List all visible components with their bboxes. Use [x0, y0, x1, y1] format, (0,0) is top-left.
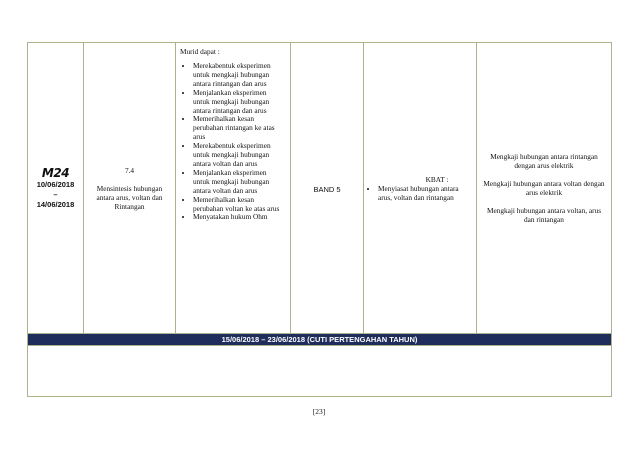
band-cell	[291, 43, 364, 334]
page-number: [23]	[312, 407, 326, 416]
week-label: M24	[41, 166, 70, 180]
list-item: • Menyiasat hubungan antara arus, voltan dan rintangan	[378, 184, 472, 202]
band-label: BAND 5	[313, 185, 341, 194]
learning-standard-cell	[84, 43, 176, 334]
standard-title: Mensintesis hubungan antara arus, voltan dan Rintangan	[96, 183, 163, 211]
holiday-banner: 15/06/2018 – 23/06/2018 (CUTI PERTENGAHAN TAHUN)	[28, 334, 612, 346]
activities-cell	[477, 43, 612, 334]
standard-number: 7.4	[124, 165, 135, 175]
list-item: • Menyatakan hukum Ohm	[193, 213, 284, 222]
scheme-of-work-table	[27, 42, 612, 397]
date-start: 10/06/2018	[36, 180, 75, 189]
kbat-list	[364, 184, 476, 202]
list-item: • Merekabentuk eksperimen untuk mengkaji hubungan antara voltan dan arus	[193, 142, 284, 169]
date-separator: –	[53, 190, 58, 199]
objectives-cell	[176, 43, 291, 334]
kbat-title: KBAT :	[425, 174, 449, 184]
list-item: • Memerihalkan kesan perubahan voltan ke atas arus	[193, 196, 284, 214]
empty-row	[28, 346, 612, 397]
list-item: • Memerihalkan kesan perubahan rintangan ke atas arus	[193, 115, 284, 142]
activity-text: Mengkaji hubungan antara voltan, arus dan rintangan	[486, 206, 602, 224]
kbat-cell	[364, 43, 477, 334]
objectives-heading: Murid dapat :	[180, 47, 220, 56]
empty-cell	[28, 346, 612, 397]
activity-text: Mengkaji hubungan antara voltan dengan arus elektrik	[483, 179, 605, 197]
week-cell	[28, 43, 84, 334]
list-item: • Menjalankan eksperimen untuk mengkaji hubungan antara voltan dan arus	[193, 169, 284, 196]
activity-text: Mengkaji hubungan antara rintangan dengan arus elektrik	[490, 152, 598, 170]
holiday-row	[28, 334, 612, 346]
objectives-list	[176, 62, 290, 222]
table-row	[28, 43, 612, 334]
date-end: 14/06/2018	[36, 200, 75, 209]
list-item: • Merekabentuk eksperimen untuk mengkaji hubungan antara rintangan dan arus	[193, 62, 284, 89]
list-item: • Menjalankan eksperimen untuk mengkaji hubungan antara rintangan dan arus	[193, 89, 284, 116]
